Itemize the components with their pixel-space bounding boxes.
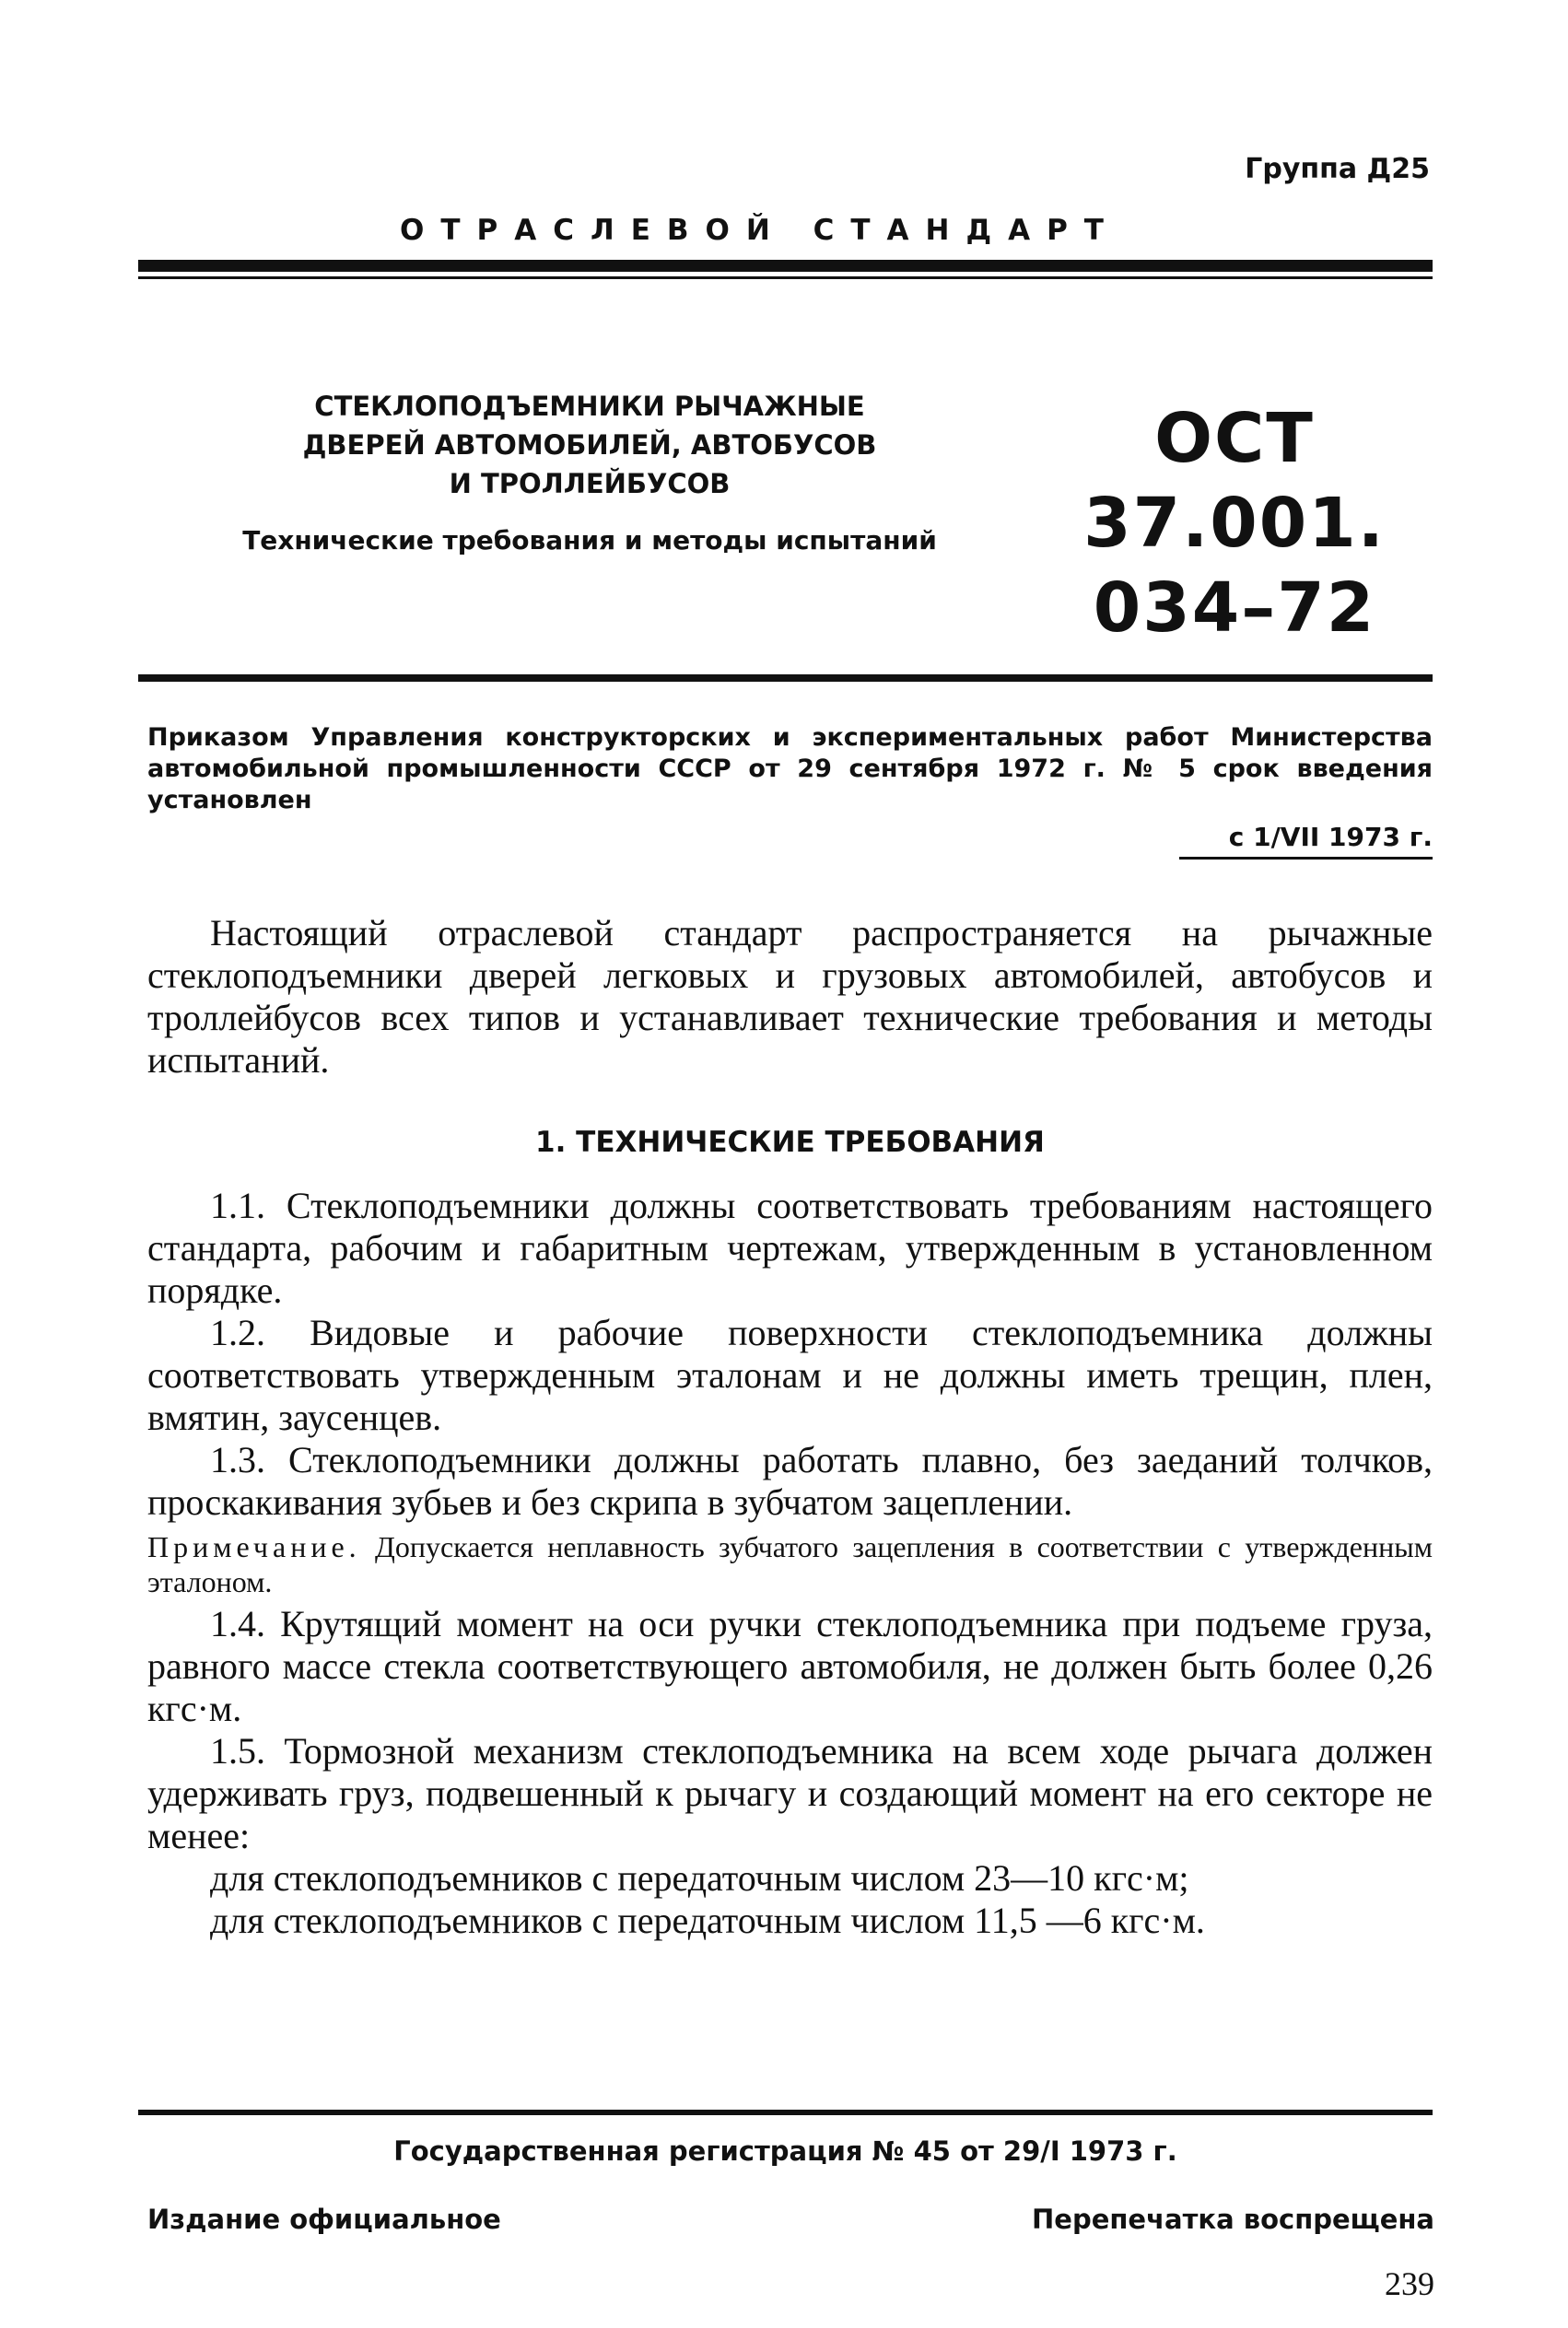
intro-section xyxy=(147,912,1433,1082)
standard-code xyxy=(1013,396,1456,650)
clause-1-5-item-a: для стеклоподъемников с передаточным числом 23—10 кгс·м; xyxy=(210,1857,1189,1899)
page-number: 239 xyxy=(1385,2265,1434,2302)
document-subtitle: Технические требования и методы испытаний xyxy=(242,525,937,556)
intro-paragraph: Настоящий отраслевой стандарт распространяется на рычажные стеклоподъемники дверей легковых и грузовых автомобилей, автобусов и троллейбусов всех типов и устанавливает технические требования и методы испытаний. xyxy=(147,912,1433,1081)
requirements-section xyxy=(147,1185,1433,1942)
note xyxy=(147,1529,1433,1599)
top-rule xyxy=(138,260,1433,272)
title-line-3: И ТРОЛЛЕЙБУСОВ xyxy=(449,468,731,499)
official-edition-label: Издание официальное xyxy=(147,2204,501,2235)
top-rule-thin xyxy=(138,276,1433,279)
clause-1-5: 1.5. Тормозной механизм стеклоподъемника на всем ходе рычага должен удерживать груз, подвешенный к рычагу и создающий момент на его секторе не менее: xyxy=(147,1730,1433,1856)
effective-date-underline xyxy=(1179,857,1433,860)
clause-1-4: 1.4. Крутящий момент на оси ручки стеклоподъемника при подъеме груза, равного массе стекла соответствующего автомобиля, не должен быть более 0,26 кгс·м. xyxy=(147,1603,1433,1729)
middle-rule xyxy=(138,674,1433,682)
clause-1-5-item-b: для стеклоподъемников с передаточным числом 11,5 —6 кгс·м. xyxy=(210,1900,1205,1941)
title-line-1: СТЕКЛОПОДЪЕМНИКИ РЫЧАЖНЫЕ xyxy=(314,391,865,422)
effective-date: с 1/VII 1973 г. xyxy=(1228,822,1433,852)
state-registration: Государственная регистрация № 45 от 29/I 1973 г. xyxy=(393,2135,1177,2167)
group-label: Группа Д25 xyxy=(1245,153,1430,185)
order-text: Приказом Управления конструкторских и экспериментальных работ Министерства автомобильной промышленности СССР от 29 сентября 1972 г. № 5 срок введения установлен xyxy=(147,723,1433,814)
note-text: Допускается неплавность зубчатого зацепления в соответствии с утвержденным эталоном. xyxy=(147,1530,1433,1598)
section-heading: 1. ТЕХНИЧЕСКИЕ ТРЕБОВАНИЯ xyxy=(535,1126,1045,1159)
standard-kind-heading: ОТРАСЛЕВОЙ СТАНДАРТ xyxy=(400,214,1120,247)
standard-code-line-2: 034–72 xyxy=(1093,568,1376,648)
clause-1-2: 1.2. Видовые и рабочие поверхности стеклоподъемника должны соответствовать утвержденным эталонам и не должны иметь трещин, плен, вмятин, заусенцев. xyxy=(147,1312,1433,1438)
title-line-2: ДВЕРЕЙ АВТОМОБИЛЕЙ, АВТОБУСОВ xyxy=(302,429,877,461)
bottom-rule xyxy=(138,2110,1433,2115)
clause-1-1: 1.1. Стеклоподъемники должны соответствовать требованиям настоящего стандарта, рабочим и габаритным чертежам, утвержденным в установленном порядке. xyxy=(147,1185,1433,1311)
document-title xyxy=(221,387,958,503)
standard-code-line-1: ОСТ 37.001. xyxy=(1083,399,1386,563)
reprint-prohibited-label: Перепечатка воспрещена xyxy=(1032,2204,1434,2235)
note-label: Примечание. xyxy=(147,1530,361,1563)
clause-1-3: 1.3. Стеклоподъемники должны работать плавно, без заеданий толчков, проскакивания зубьев и без скрипа в зубчатом зацеплении. xyxy=(147,1439,1433,1523)
